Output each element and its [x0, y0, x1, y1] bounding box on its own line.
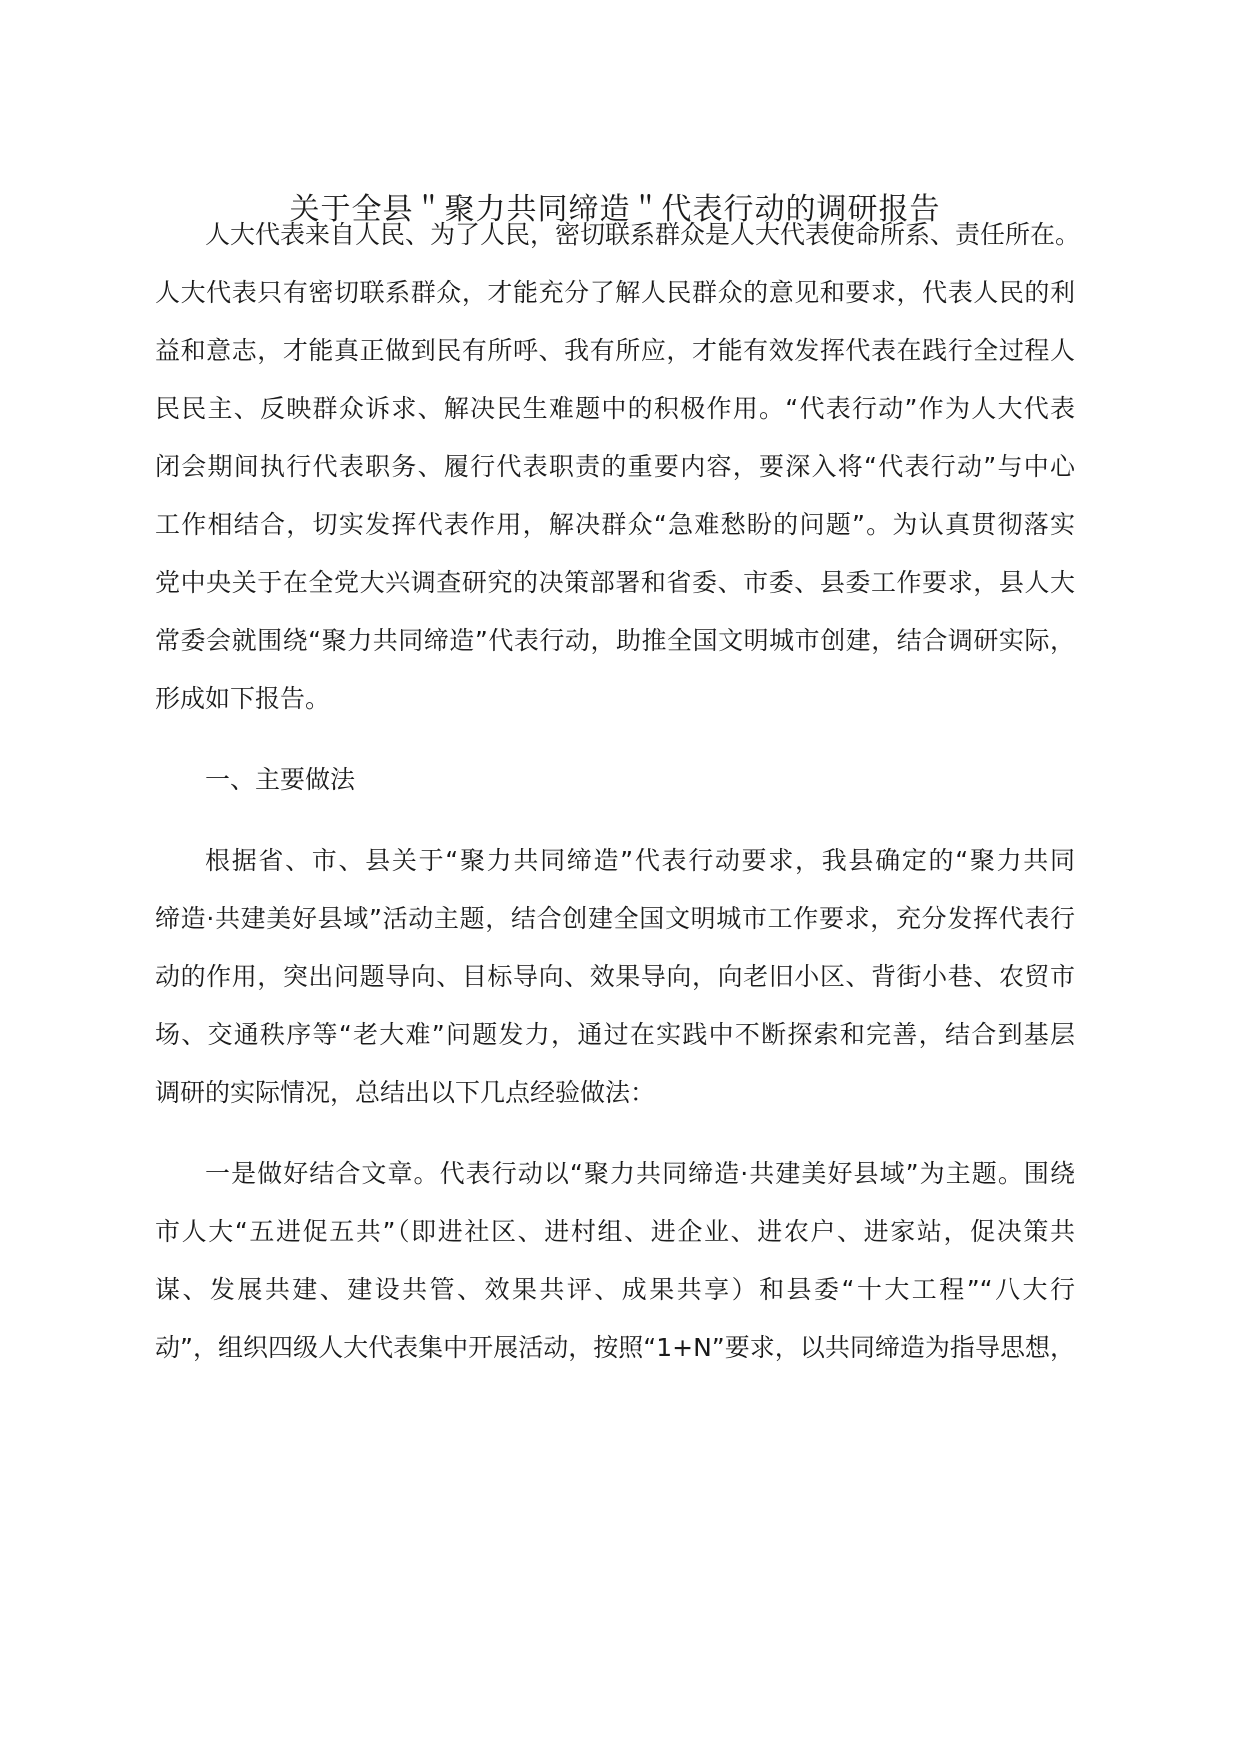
paragraph-3-line-3: 谋、发展共建、建设共管、效果共评、成果共享）和县委“十大工程”“八大行: [155, 1275, 1075, 1304]
paragraph-1-line-1: 人大代表来自人民、为了人民，密切联系群众是人大代表使命所系、责任所在。: [205, 220, 1081, 249]
paragraph-3-line-1: 一是做好结合文章。代表行动以“聚力共同缔造·共建美好县域”为主题。围绕: [205, 1159, 1075, 1188]
paragraph-1-line-5: 闭会期间执行代表职务、履行代表职责的重要内容，要深入将“代表行动”与中心: [155, 452, 1075, 481]
paragraph-2-line-1: 根据省、市、县关于“聚力共同缔造”代表行动要求，我县确定的“聚力共同: [205, 846, 1075, 875]
paragraph-1-line-3: 益和意志，才能真正做到民有所呼、我有所应，才能有效发挥代表在践行全过程人: [155, 336, 1075, 365]
section-1-heading: 一、主要做法: [205, 765, 356, 794]
paragraph-2-line-5: 调研的实际情况，总结出以下几点经验做法：: [155, 1078, 656, 1107]
paragraph-1-line-6: 工作相结合，切实发挥代表作用，解决群众“急难愁盼的问题”。为认真贯彻落实: [155, 510, 1075, 539]
paragraph-1-line-9: 形成如下报告。: [155, 684, 331, 713]
paragraph-3-line-2: 市人大“五进促五共”（即进社区、进村组、进企业、进农户、进家站，促决策共: [155, 1217, 1075, 1246]
paragraph-1-line-4: 民民主、反映群众诉求、解决民生难题中的积极作用。“代表行动”作为人大代表: [155, 394, 1075, 423]
paragraph-1-line-8: 常委会就围绕“聚力共同缔造”代表行动，助推全国文明城市创建，结合调研实际，: [155, 626, 1075, 655]
paragraph-1-line-2: 人大代表只有密切联系群众，才能充分了解人民群众的意见和要求，代表人民的利: [155, 278, 1075, 307]
paragraph-2-line-2: 缔造·共建美好县域”活动主题，结合创建全国文明城市工作要求，充分发挥代表行: [155, 904, 1075, 933]
paragraph-1-line-7: 党中央关于在全党大兴调查研究的决策部署和省委、市委、县委工作要求，县人大: [155, 568, 1075, 597]
paragraph-2-line-4: 场、交通秩序等“老大难”问题发力，通过在实践中不断探索和完善，结合到基层: [155, 1020, 1075, 1049]
paragraph-3-line-4: 动”，组织四级人大代表集中开展活动，按照“1+N”要求，以共同缔造为指导思想，: [155, 1333, 1075, 1362]
document-title: 关于全县＂聚力共同缔造＂代表行动的调研报告: [289, 192, 941, 227]
paragraph-2-line-3: 动的作用，突出问题导向、目标导向、效果导向，向老旧小区、背街小巷、农贸市: [155, 962, 1075, 991]
